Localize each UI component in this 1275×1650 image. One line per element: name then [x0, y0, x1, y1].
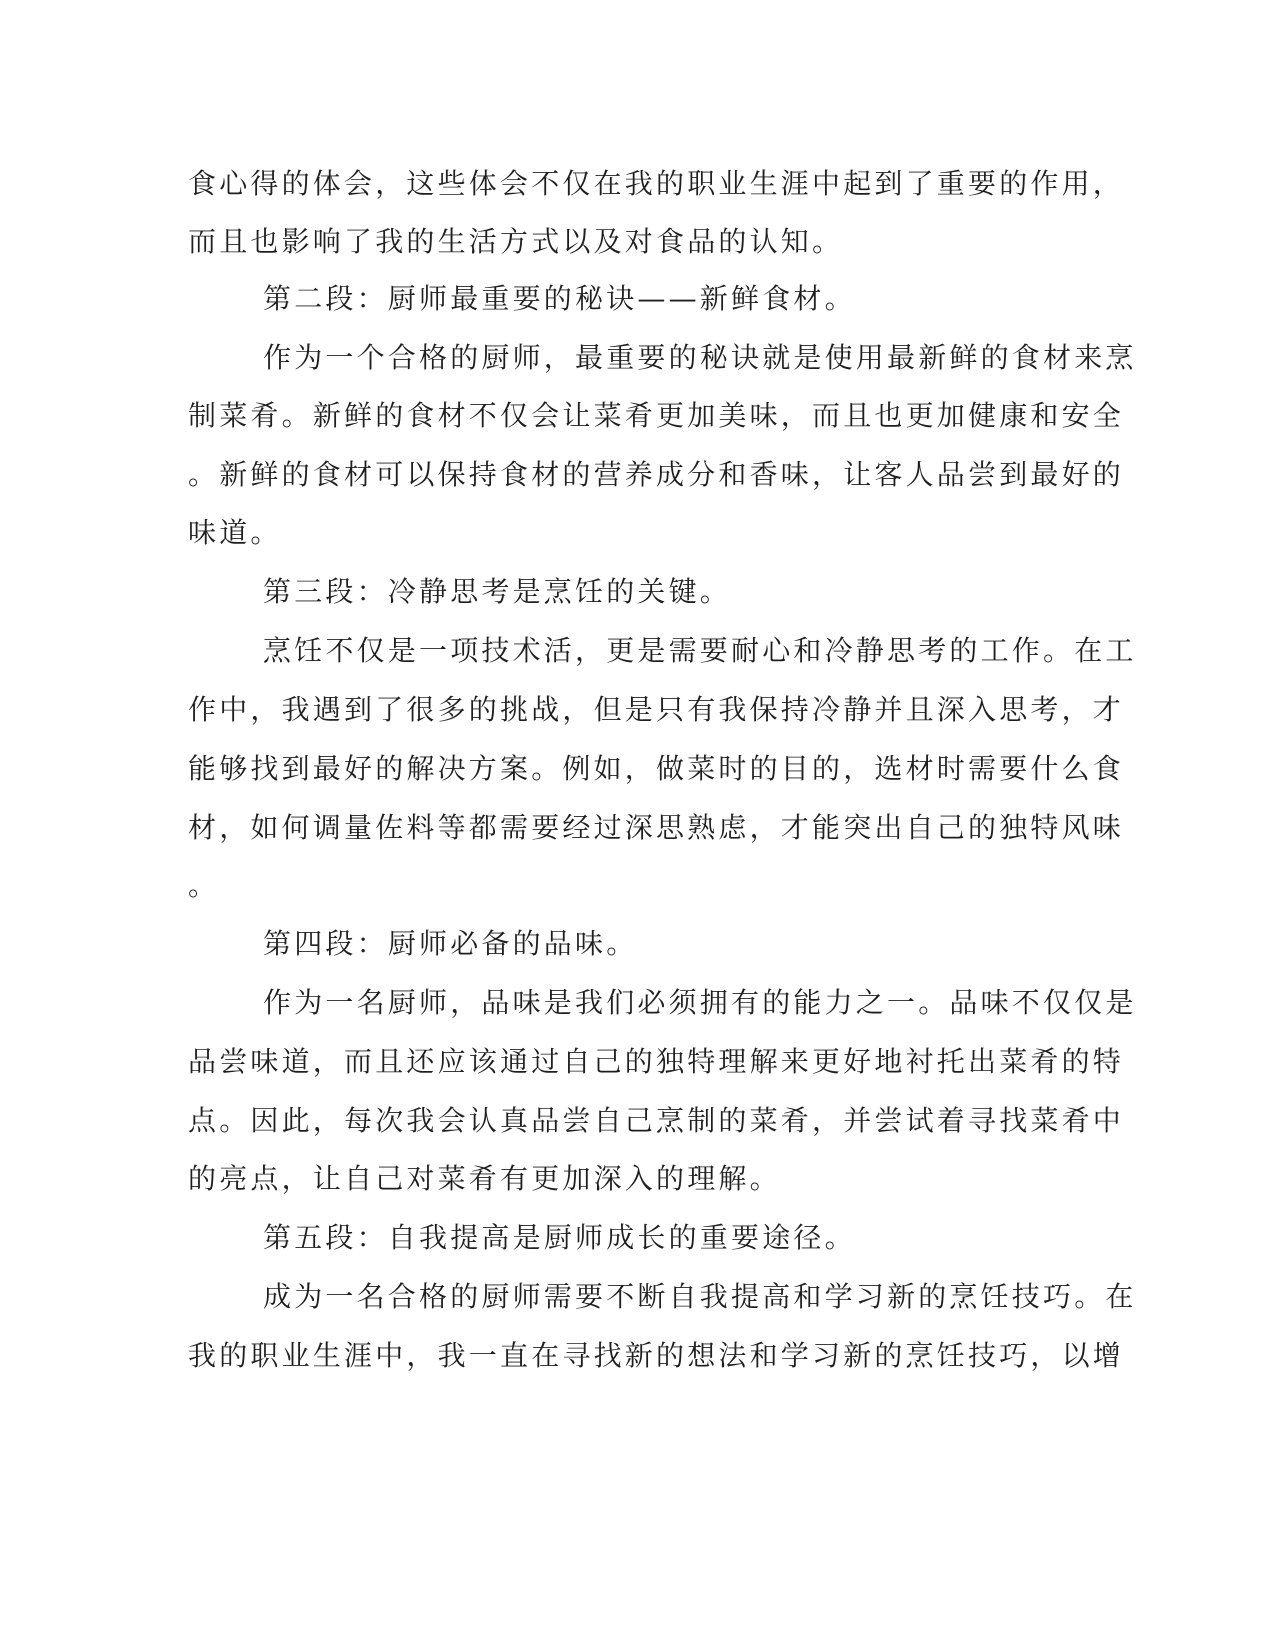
text-line: 。新鲜的食材可以保持食材的营养成分和香味，让客人品尝到最好的: [188, 458, 1125, 491]
text-line: 食心得的体会，这些体会不仅在我的职业生涯中起到了重要的作用，: [188, 167, 1125, 200]
text-line: 品尝味道，而且还应该通过自己的独特理解来更好地衬托出菜肴的特: [188, 1045, 1125, 1078]
section-heading: 第五段：自我提高是厨师成长的重要途径。: [263, 1221, 856, 1254]
text-line: 味道。: [188, 516, 282, 549]
text-line: 作为一名厨师，品味是我们必须拥有的能力之一。品味不仅仅是: [263, 986, 1137, 1019]
text-line: 制菜肴。新鲜的食材不仅会让菜肴更加美味，而且也更加健康和安全: [188, 399, 1125, 432]
text-line: 我的职业生涯中，我一直在寻找新的想法和学习新的烹饪技巧，以增: [188, 1339, 1125, 1372]
text-line: 烹饪不仅是一项技术活，更是需要耐心和冷静思考的工作。在工: [263, 634, 1137, 667]
text-line: 作中，我遇到了很多的挑战，但是只有我保持冷静并且深入思考，才: [188, 693, 1125, 726]
text-line: 材，如何调量佐料等都需要经过深思熟虑，才能突出自己的独特风味: [188, 811, 1125, 844]
section-heading: 第二段：厨师最重要的秘诀——新鲜食材。: [263, 282, 856, 315]
text-line: 的亮点，让自己对菜肴有更加深入的理解。: [188, 1162, 781, 1195]
text-line: 成为一名合格的厨师需要不断自我提高和学习新的烹饪技巧。在: [263, 1280, 1137, 1313]
section-heading: 第四段：厨师必备的品味。: [263, 927, 638, 960]
text-line: 。: [188, 869, 220, 902]
section-heading: 第三段：冷静思考是烹饪的关键。: [263, 575, 732, 608]
text-line: 作为一个合格的厨师，最重要的秘诀就是使用最新鲜的食材来烹: [263, 341, 1137, 374]
text-line: 能够找到最好的解决方案。例如，做菜时的目的，选材时需要什么食: [188, 752, 1125, 785]
text-line: 而且也影响了我的生活方式以及对食品的认知。: [188, 225, 844, 258]
text-line: 点。因此，每次我会认真品尝自己烹制的菜肴，并尝试着寻找菜肴中: [188, 1104, 1125, 1137]
